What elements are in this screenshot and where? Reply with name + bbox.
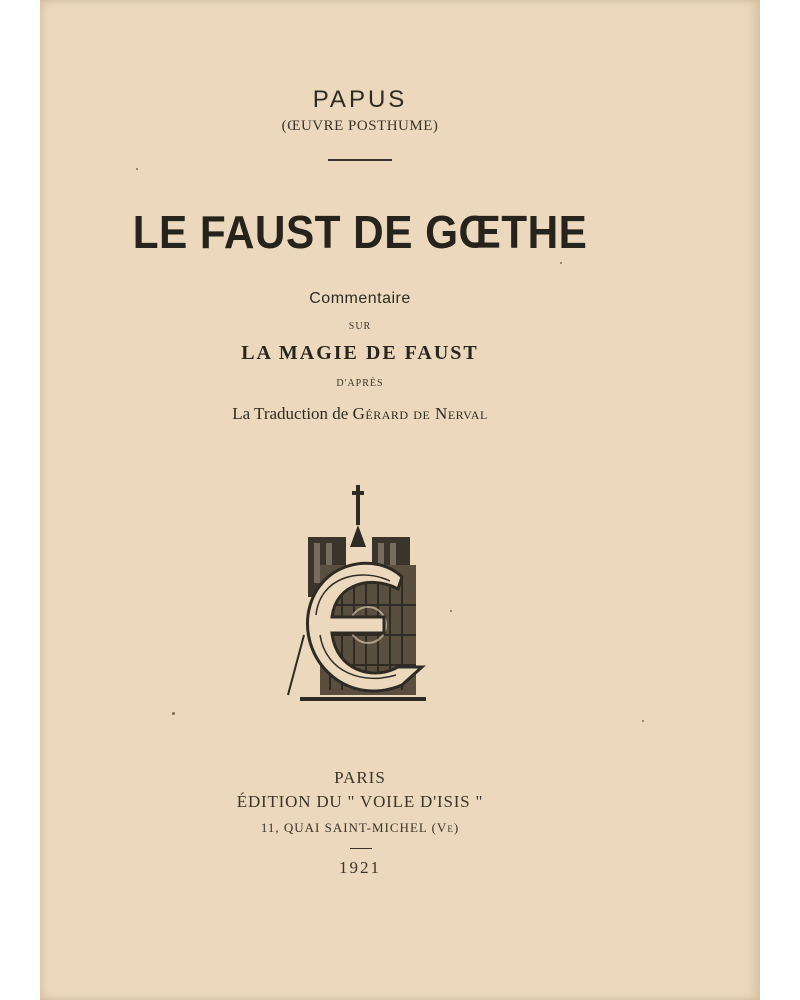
author-name: PAPUS [312, 86, 408, 113]
publication-year: 1921 [339, 858, 381, 877]
translation-credit [40, 404, 680, 424]
posthume-note: (ŒUVRE POSTHUME) [281, 118, 439, 134]
ornate-letter-e-emblem-icon [280, 485, 440, 710]
translator-name: Gérard de Nerval [352, 404, 488, 423]
paper-fleck [136, 168, 138, 170]
subtitle-sur: SUR [348, 321, 372, 332]
book-title: LE FAUST DE GŒTHE [132, 206, 588, 258]
subtitle-commentaire: Commentaire [309, 290, 411, 307]
divider-rule [328, 159, 392, 161]
paper-fleck [642, 720, 644, 722]
paper-fleck [450, 610, 452, 612]
book-cover [40, 0, 760, 1000]
publisher-address: 11, QUAI SAINT-MICHEL (Ve) [260, 820, 460, 835]
subtitle-dapres: D'APRÈS [336, 378, 384, 389]
paper-fleck [172, 712, 175, 715]
subtitle-magie: LA MAGIE DE FAUST [241, 342, 479, 364]
paper-fleck [560, 262, 562, 264]
publisher-name: ÉDITION DU " VOILE D'ISIS " [236, 792, 484, 811]
short-divider-rule [350, 848, 372, 849]
publication-city: PARIS [334, 768, 386, 787]
translation-prefix: La Traduction de [232, 404, 349, 423]
